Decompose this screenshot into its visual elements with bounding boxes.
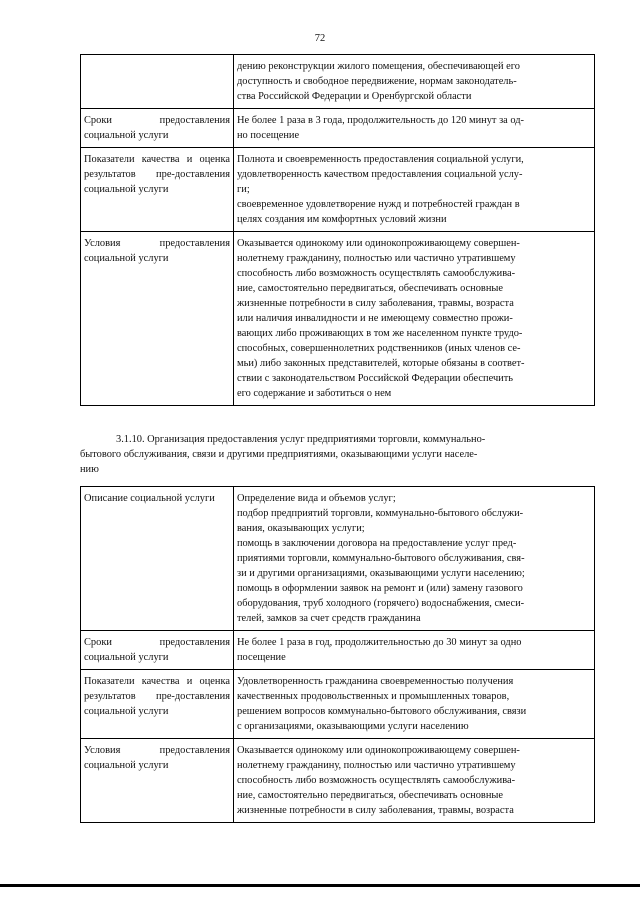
content-line: Не более 1 раза в год, продолжительностью до 30 минут за одно	[237, 637, 522, 648]
table-row	[81, 739, 595, 823]
row-label	[81, 55, 234, 109]
content-line: нолетнему гражданину, полностью или частично утратившему	[237, 760, 516, 771]
content-line: но посещение	[237, 130, 300, 141]
table-row	[81, 670, 595, 739]
bottom-rule	[0, 884, 640, 887]
content-line: решением вопросов коммунально-бытового обслуживания, связи	[237, 706, 527, 717]
content-line: его содержание и заботиться о нем	[237, 388, 392, 399]
content-line: жизненные потребности в силу заболевания, травмы, возраста	[237, 298, 514, 309]
content-line: дению реконструкции жилого помещения, обеспечивающей его	[237, 61, 520, 72]
content-line: нолетнему гражданину, полностью или частично утратившему	[237, 253, 516, 264]
content-line: мьи) либо законных представителей, которые обязаны в соответ-	[237, 358, 525, 369]
content-line: оборудования, труб холодного (горячего) водоснабжения, смеси-	[237, 598, 525, 609]
services-table-continued	[80, 54, 595, 406]
content-line: способность либо возможность осуществлять самообслужива-	[237, 268, 516, 279]
content-line: Не более 1 раза в 3 года, продолжительность до 120 минут за од-	[237, 115, 525, 126]
row-label: Сроки предоставления социальной услуги	[81, 109, 234, 148]
row-content	[234, 670, 595, 739]
table-row	[81, 148, 595, 232]
content-line: качественных продовольственных и промышленных товаров,	[237, 691, 510, 702]
content-line: своевременное удовлетворение нужд и потребностей граждан в	[237, 199, 520, 210]
section-heading-3-1-10	[80, 432, 595, 477]
table-row	[81, 631, 595, 670]
row-label: Показатели качества и оценка результатов пре-доставления социальной услуги	[81, 670, 234, 739]
table-row	[81, 55, 595, 109]
content-line: подбор предприятий торговли, коммунально-бытового обслужи-	[237, 508, 524, 519]
table-row	[81, 487, 595, 631]
content-line: с организациями, оказывающими услуги населению	[237, 721, 469, 732]
content-line: зи и другими организациями, оказывающими услуги населению;	[237, 568, 525, 579]
services-table-3-1-10	[80, 486, 595, 823]
content-line: ние, самостоятельно передвигаться, обеспечивать основные	[237, 283, 503, 294]
content-line: жизненные потребности в силу заболевания, травмы, возраста	[237, 805, 514, 816]
section-line: бытового обслуживания, связи и другими предприятиями, оказывающими услуги населе-	[80, 449, 478, 460]
table-row	[81, 109, 595, 148]
content-line: вающих либо проживающих в том же населенном пункте трудо-	[237, 328, 523, 339]
content-line: Определение вида и объемов услуг;	[237, 493, 396, 504]
content-line: вания, оказывающих услуги;	[237, 523, 365, 534]
row-content	[234, 487, 595, 631]
table-row	[81, 232, 595, 406]
row-content	[234, 739, 595, 823]
page-number: 72	[314, 33, 326, 44]
row-content	[234, 148, 595, 232]
row-label: Показатели качества и оценка результатов пре-доставления социальной услуги	[81, 148, 234, 232]
row-content	[234, 109, 595, 148]
row-content	[234, 232, 595, 406]
content-line: ства Российской Федерации и Оренбургской области	[237, 91, 472, 102]
content-line: целях создания им комфортных условий жизни	[237, 214, 447, 225]
content-line: способность либо возможность осуществлять самообслужива-	[237, 775, 516, 786]
row-content	[234, 631, 595, 670]
content-line: способных, совершеннолетних родственников (иных членов се-	[237, 343, 521, 354]
row-content	[234, 55, 595, 109]
content-line: Полнота и своевременность предоставления социальной услуги,	[237, 154, 524, 165]
content-line: ние, самостоятельно передвигаться, обеспечивать основные	[237, 790, 503, 801]
content-line: ги;	[237, 184, 250, 195]
content-line: помощь в оформлении заявок на ремонт и (или) замену газового	[237, 583, 523, 594]
table-body	[81, 487, 595, 823]
row-label: Описание социальной услуги	[81, 487, 234, 631]
content-line: телей, замков за счет средств гражданина	[237, 613, 421, 624]
content-line: удовлетворенность качеством предоставления социальной услу-	[237, 169, 523, 180]
section-line: 3.1.10. Организация предоставления услуг предприятиями торговли, коммунально-	[116, 434, 486, 445]
content-line: посещение	[237, 652, 286, 663]
section-line: нию	[80, 464, 99, 475]
row-label: Условия предоставления социальной услуги	[81, 232, 234, 406]
table-body	[81, 55, 595, 406]
content-line: приятиями торговли, коммунально-бытового обслуживания, свя-	[237, 553, 525, 564]
content-line: ствии с законодательством Российской Федерации обеспечить	[237, 373, 514, 384]
content-line: или наличия инвалидности и не имеющему совместно прожи-	[237, 313, 513, 324]
row-label: Сроки предоставления социальной услуги	[81, 631, 234, 670]
content-line: Удовлетворенность гражданина своевременностью получения	[237, 676, 514, 687]
content-line: доступность и свободное передвижение, нормам законодатель-	[237, 76, 517, 87]
content-line: Оказывается одинокому или одинокопроживающему совершен-	[237, 238, 520, 249]
content-line: Оказывается одинокому или одинокопроживающему совершен-	[237, 745, 520, 756]
content-line: помощь в заключении договора на предоставление услуг пред-	[237, 538, 517, 549]
row-label: Условия предоставления социальной услуги	[81, 739, 234, 823]
